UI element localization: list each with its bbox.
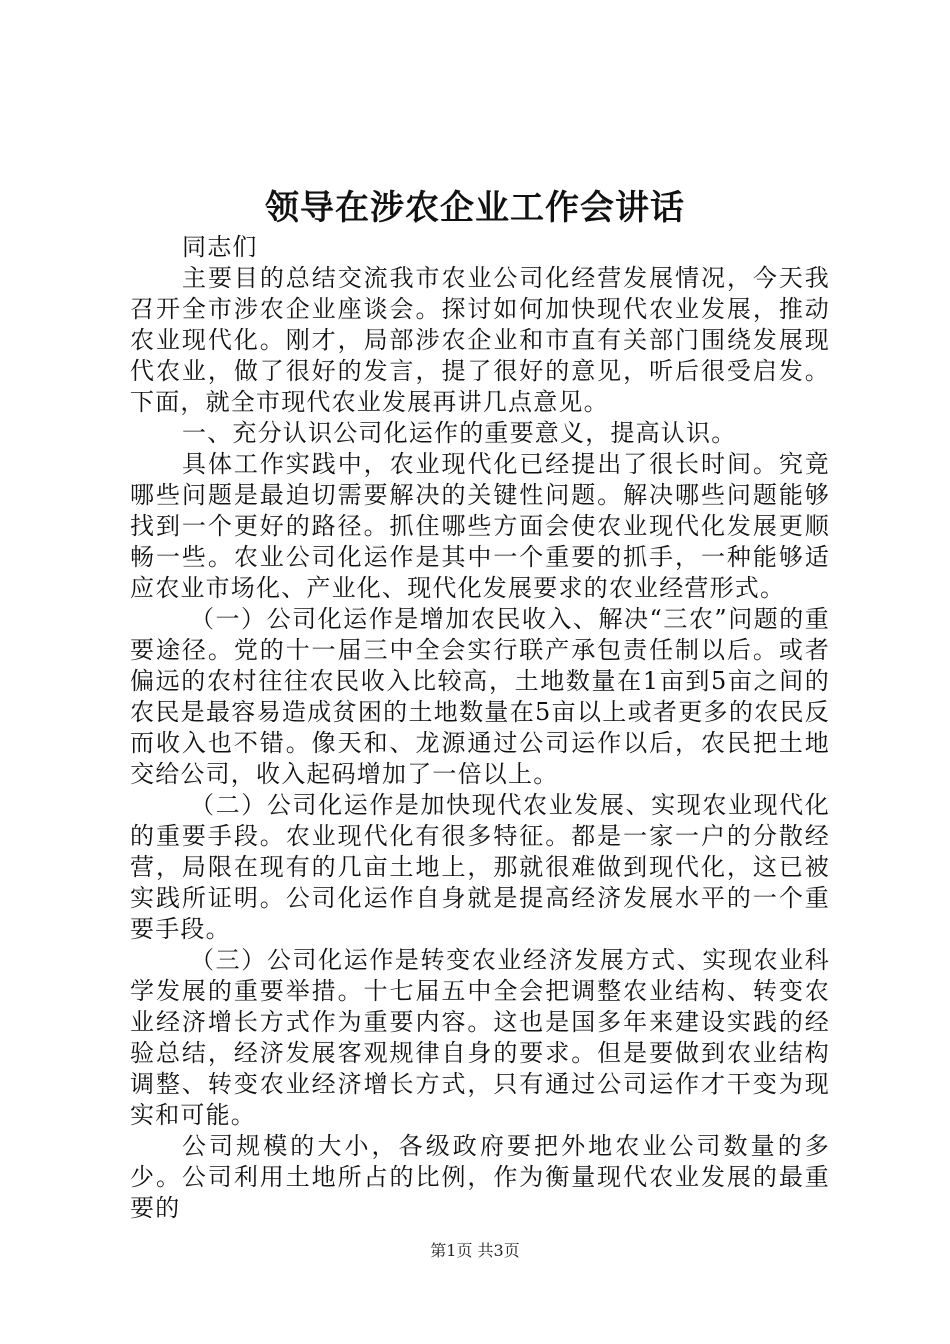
section-heading-1: 一、充分认识公司化运作的重要意义，提高认识。: [182, 419, 737, 447]
subsection-paragraph-2: （二）公司化运作是加快现代农业发展、实现农业现代化的重要手段。农业现代化有很多特征。都是一家一户的分散经营，局限在现有的几亩土地上，那就很难做到现代化，这已被实践所证明。公司化运作自身就是提高经济发展水平的一个重要手段。: [130, 791, 830, 943]
document-body: [130, 232, 830, 1224]
body-paragraph: 公司规模的大小，各级政府要把外地农业公司数量的多少。公司利用土地所占的比例，作为衡量现代农业发展的最重要的: [130, 1132, 830, 1222]
subsection-paragraph-1: （一）公司化运作是增加农民收入、解决“三农”问题的重要途径。党的十一届三中全会实行联产承包责任制以后。或者偏远的农村往往农民收入比较高，土地数量在1亩到5亩之间的农民是最容易造成贫困的土地数量在5亩以上或者更多的农民反而收入也不错。像天和、龙源通过公司运作以后，农民把土地交给公司，收入起码增加了一倍以上。: [130, 605, 830, 788]
body-paragraph: 具体工作实践中，农业现代化已经提出了很长时间。究竟哪些问题是最迫切需要解决的关键性问题。解决哪些问题能够找到一个更好的路径。抓住哪些方面会使农业现代化发展更顺畅一些。农业公司化运作是其中一个重要的抓手，一种能够适应农业市场化、产业化、现代化发展要求的农业经营形式。: [130, 450, 830, 602]
subsection-paragraph-3: （三）公司化运作是转变农业经济发展方式、实现农业科学发展的重要举措。十七届五中全会把调整农业结构、转变农业经济增长方式作为重要内容。这也是国多年来建设实践的经验总结，经济发展客观规律自身的要求。但是要做到农业结构调整、转变农业经济增长方式，只有通过公司运作才干变为现实和可能。: [130, 946, 830, 1129]
salutation-paragraph: 同志们: [182, 233, 258, 261]
page-footer: 第1页 共3页: [430, 1241, 520, 1260]
intro-paragraph: 主要目的总结交流我市农业公司化经营发展情况，今天我召开全市涉农企业座谈会。探讨如何加快现代农业发展，推动农业现代化。刚才，局部涉农企业和市直有关部门围绕发展现代农业，做了很好的发言，提了很好的意见，听后很受启发。下面，就全市现代农业发展再讲几点意见。: [130, 264, 830, 416]
document-title: 领导在涉农企业工作会讲话: [265, 188, 685, 228]
